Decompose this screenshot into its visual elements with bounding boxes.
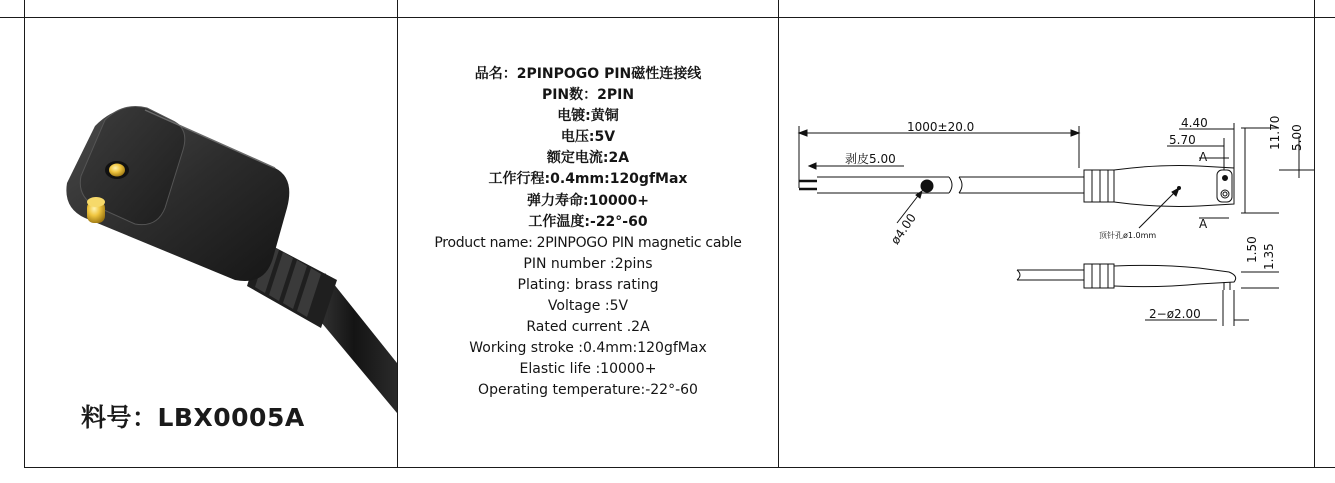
part-number-label: 料号：LBX0005A <box>81 403 305 432</box>
connector-top-view <box>1084 166 1234 207</box>
dim-1-50: 1.50 <box>1245 236 1259 263</box>
spec-item: PIN数：2PIN <box>541 87 635 104</box>
spec-item: Elastic life :10000+ <box>519 361 657 378</box>
spec-item: Working stroke :0.4mm:120gfMax <box>469 340 707 357</box>
spec-item: PIN number :2pins <box>523 255 653 272</box>
spec-item: 额定电流:2A <box>546 150 630 167</box>
section-a-bottom: A <box>1199 217 1208 231</box>
spec-item: Rated current .2A <box>526 319 650 336</box>
dim-diameter: ø4.00 <box>887 210 919 247</box>
spec-item: 工作行程:0.4mm:120gfMax <box>488 171 688 188</box>
section-a-top: A <box>1199 150 1208 164</box>
dim-pin-dia: 2−ø2.00 <box>1149 307 1201 321</box>
spec-item: Voltage :5V <box>547 298 629 315</box>
spec-item: 工作温度:-22°-60 <box>528 213 648 230</box>
column-divider-3 <box>1314 0 1315 468</box>
product-photo-cell <box>25 18 397 468</box>
hole-note: 顶针孔ø1.0mm <box>1099 231 1157 240</box>
technical-drawing <box>779 18 1314 468</box>
spec-item: 电压:5V <box>560 129 616 146</box>
dim-1-35: 1.35 <box>1262 243 1276 270</box>
spec-item: 弹力寿命:10000+ <box>526 192 650 209</box>
dim-4-40: 4.40 <box>1181 116 1208 130</box>
spec-item: Plating: brass rating <box>517 276 659 293</box>
dim-length: 1000±20.0 <box>907 120 975 134</box>
dim-5-70: 5.70 <box>1169 133 1196 147</box>
technical-drawing-cell <box>779 18 1314 468</box>
dim-5-00: 5.00 <box>1290 124 1304 151</box>
spec-item: Product name: 2PINPOGO PIN magnetic cable <box>434 234 742 251</box>
spec-item: 电镀:黄铜 <box>557 108 619 125</box>
spec-cell <box>398 18 778 468</box>
spec-item: 品名：2PINPOGO PIN磁性连接线 <box>474 66 702 82</box>
spec-list <box>398 64 778 402</box>
dim-strip: 剥皮5.00 <box>845 152 896 166</box>
pogo-pin-1 <box>109 164 125 177</box>
spec-item: Operating temperature:-22°-60 <box>478 382 698 399</box>
connector-side-view <box>1017 264 1236 290</box>
dim-11-70: 11.70 <box>1268 115 1282 150</box>
